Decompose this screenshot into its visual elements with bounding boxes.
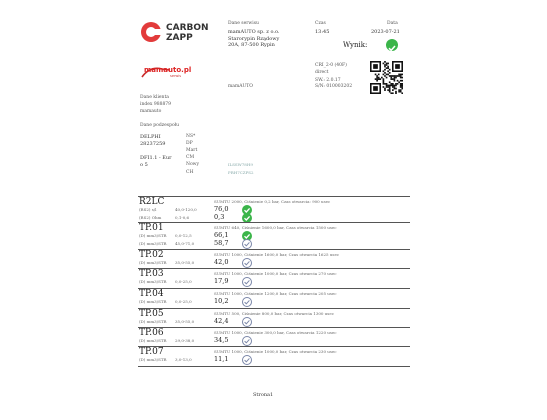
test-row-value: 76,0: [214, 205, 229, 213]
shop-name: mamAUTO: [228, 84, 253, 89]
test-divider: [138, 288, 410, 289]
pass-outline-icon: [242, 258, 252, 268]
test-description: SUMTU 1000, Ciśnienie 1000,0 bar, Czas otwarcia 230 usec: [214, 349, 337, 354]
test-row-label: (D) mm3/STR: [139, 279, 167, 284]
test-row-range: 0,0-25,0: [175, 279, 192, 284]
test-divider: [138, 327, 410, 328]
test-row-label: (D) mm3/STR: [139, 357, 167, 362]
injector-label: Dane podzespołu: [140, 123, 180, 128]
shop-logo: [140, 63, 198, 81]
test-divider: [138, 346, 410, 347]
brand-line1: CARBON: [166, 23, 209, 33]
test-row-value: 11,1: [214, 355, 229, 363]
test-row-label: (D) mm3/STR: [139, 233, 167, 238]
test-divider: [138, 308, 410, 309]
pass-outline-icon: [242, 239, 252, 249]
test-row-label: (D) mm3/STR: [139, 299, 167, 304]
test-row-value: 58,7: [214, 239, 229, 247]
test-row-label: (D) mm3/STR: [139, 260, 167, 265]
page-number: Strona1: [253, 392, 274, 398]
test-name: TP.05: [139, 309, 164, 319]
test-row-value: 42,0: [214, 258, 229, 266]
service-address-1: Starorypin Rządowy: [228, 36, 280, 42]
test-row-label: (D) mm3/STR: [139, 241, 167, 246]
injector-attr-6: CH: [186, 170, 194, 175]
pass-outline-icon: [242, 297, 252, 307]
test-row-range: 40,0-120,0: [175, 207, 197, 212]
injector-code-1: ILSSW78H9: [228, 162, 253, 167]
test-row-label: (RS2) Ohm: [139, 215, 162, 220]
injector-attr-4: CM: [186, 155, 195, 160]
test-divider: [138, 268, 410, 269]
pass-outline-icon: [242, 317, 252, 327]
shop-logo-sub: serwis: [170, 74, 182, 78]
carbonzapp-logo-icon: [141, 22, 161, 42]
service-address-2: 20A, 87-500 Rypin: [228, 42, 275, 48]
test-row-value: 0,3: [214, 213, 225, 221]
service-name: mamAUTO sp. z o.o.: [228, 29, 280, 35]
date-label: Data: [387, 21, 398, 26]
service-label: Dane serwisu: [228, 21, 259, 26]
qr-code-icon: [370, 61, 403, 94]
test-row-range: 3,0-13,0: [175, 357, 192, 362]
device-sn: S/N: 010003202: [315, 84, 353, 89]
injector-attr-5: Nowy: [186, 162, 200, 167]
test-row-value: 10,2: [214, 297, 229, 305]
test-name: TP.03: [139, 269, 164, 279]
injector-attr-2: DP: [186, 141, 193, 146]
test-row-range: 0,0-12,5: [175, 233, 192, 238]
pass-outline-icon: [242, 277, 252, 287]
test-description: SUMTU 1000, Ciśnienie 1200,0 bar, Czas otwarcia 205 usec: [214, 291, 337, 296]
time-label: Czas: [315, 21, 326, 26]
test-row-label: (D) mm3/STR: [139, 319, 167, 324]
test-description: SUMTU 2000, Ciśnienie 0,2 bar, Czas otwarcia: 900 usec: [214, 199, 331, 204]
injector-code-2: PRH7CZPS2: [228, 170, 254, 175]
pass-outline-icon: [242, 336, 252, 346]
test-description: SUMTU 1000, Ciśnienie 1600,0 bar, Czas otwarcia 1625 usec: [214, 252, 340, 257]
shop-logo-text: mamauto.pl: [144, 66, 192, 74]
test-name: TP.02: [139, 250, 164, 260]
test-row-range: 0,1-0,6: [175, 215, 190, 220]
test-row-value: 66,1: [214, 231, 229, 239]
injector-model-2: o 5: [140, 162, 148, 168]
date-value: 2023-07-21: [371, 29, 400, 35]
injector-attr-3: Mart: [186, 148, 198, 153]
test-row-value: 34,5: [214, 336, 229, 344]
test-row-range: 35,0-55,0: [175, 260, 195, 265]
test-description: SUMTU 1000, Ciśnienie 1000,0 bar, Czas otwarcia 270 usec: [214, 271, 337, 276]
test-divider: [138, 196, 410, 197]
test-row-range: 35,0-55,0: [175, 319, 195, 324]
test-row-value: 42,4: [214, 317, 229, 325]
device-line2: direct: [315, 70, 329, 75]
brand-line2: ZAPP: [166, 33, 193, 43]
test-row-value: 17,9: [214, 277, 229, 285]
result-label: Wynik:: [343, 41, 368, 49]
device-sw: SW.: 2.0.17: [315, 78, 341, 83]
test-row-label: (D) mm3/STR: [139, 338, 167, 343]
test-row-range: 29,0-38,0: [175, 338, 195, 343]
result-ok-icon: [386, 39, 398, 51]
test-end-divider: [138, 366, 410, 367]
test-name: TP.06: [139, 328, 164, 338]
test-row-range: 0,0-25,0: [175, 299, 192, 304]
client-line2: mamauto: [140, 109, 162, 114]
test-row-range: 45,0-71,0: [175, 241, 195, 246]
device-line1: CRI_2-0 (40F): [315, 63, 347, 68]
time-value: 13:45: [315, 29, 330, 35]
test-divider: [138, 249, 410, 250]
injector-maker: DELPHI: [140, 134, 161, 140]
test-description: SUMTU 1000, Ciśnienie 300,0 bar, Czas otwarcia 1220 usec: [214, 330, 337, 335]
pass-outline-icon: [242, 355, 252, 365]
test-name: TP.01: [139, 223, 164, 233]
injector-number: 28237259: [140, 141, 166, 147]
injector-model-1: DFI1.1 - Eur: [140, 155, 172, 161]
test-name: R2LC: [139, 197, 165, 207]
test-description: SUMTU 640, Ciśnienie 1600,0 bar, Czas otwarcia 1500 usec: [214, 225, 337, 230]
client-line1: index 988879: [140, 102, 172, 107]
test-description: SUMTU 500, Ciśnienie 800,0 bar, Czas otwarcia 1300 usec: [214, 311, 334, 316]
test-name: TP.07: [139, 347, 164, 357]
injector-attr-1: NS*: [186, 134, 196, 139]
test-name: TP.04: [139, 289, 164, 299]
test-divider: [138, 222, 410, 223]
client-label: Dane klienta: [140, 95, 169, 100]
test-row-label: (RS2) s/l: [139, 207, 157, 212]
